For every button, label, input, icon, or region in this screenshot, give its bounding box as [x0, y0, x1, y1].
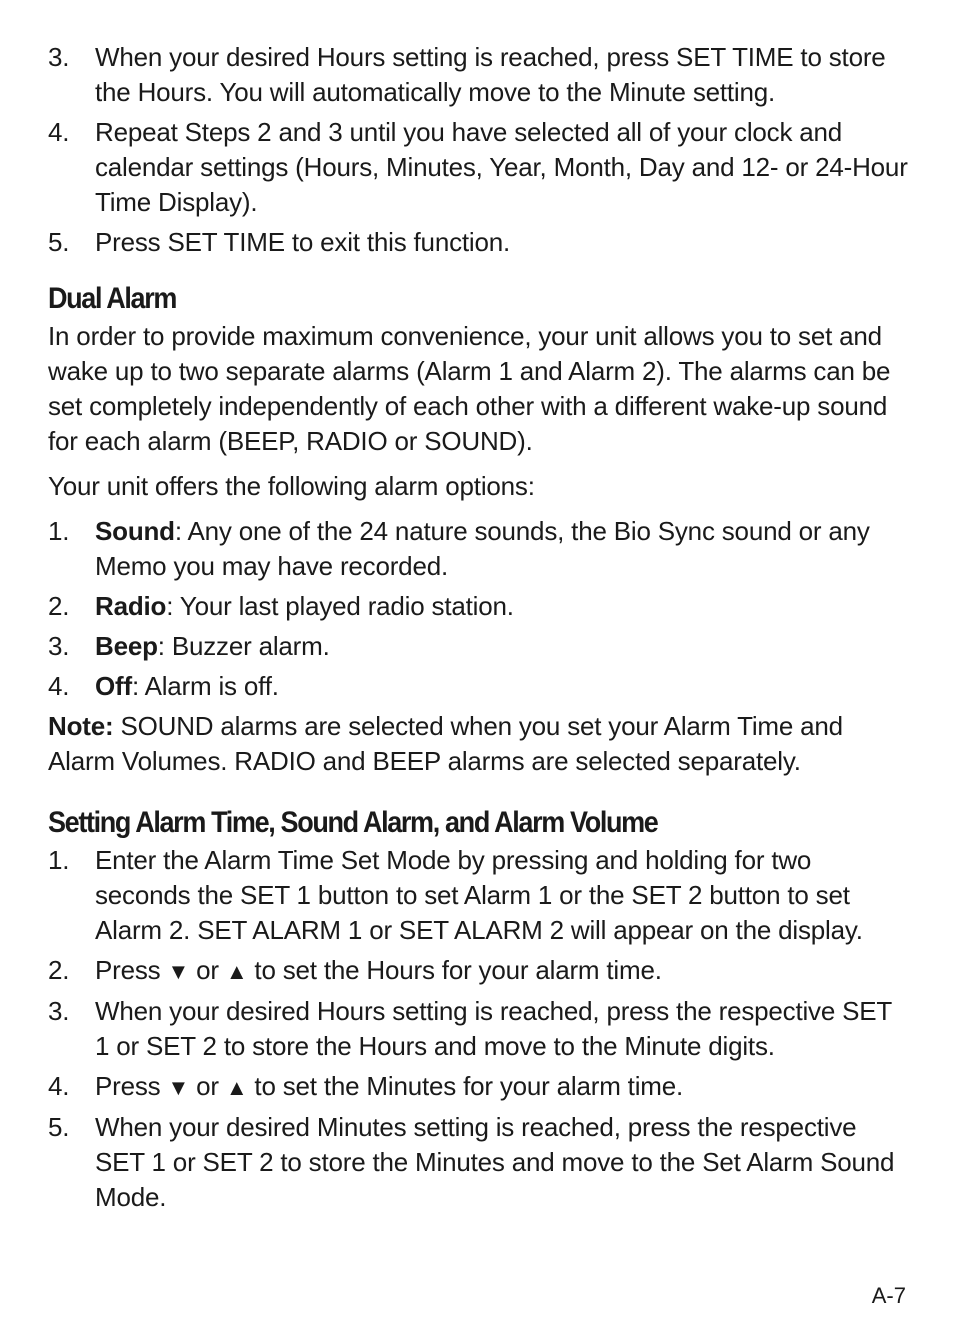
option-desc: : Buzzer alarm. [157, 631, 330, 661]
step-number: 4. [48, 117, 70, 147]
page-number: A-7 [871, 1283, 906, 1308]
note-paragraph [48, 709, 908, 779]
clock-setting-steps [48, 40, 908, 260]
step-number: 3. [48, 42, 70, 72]
dual-alarm-intro: In order to provide maximum convenience, your unit allows you to set and wake up to two separate alarms (Alarm 1 and Alarm 2). The alarms can be set completely independently of each other with a different wake-up sound for each alarm (BEEP, RADIO or SOUND). [48, 321, 891, 456]
down-arrow-icon: ▼ [167, 1075, 190, 1100]
option-desc: : Any one of the 24 nature sounds, the Bio Sync sound or any Memo you may have recorded. [95, 516, 870, 581]
manual-page [48, 40, 908, 1220]
dual-alarm-heading: Dual Alarm [48, 282, 177, 315]
alarm-options-intro: Your unit offers the following alarm options: [48, 471, 535, 501]
option-name: Sound [95, 516, 175, 546]
setting-alarm-steps [48, 843, 908, 1215]
list-item [48, 669, 908, 704]
list-item [48, 589, 908, 624]
up-arrow-icon: ▲ [225, 959, 248, 984]
option-number: 2. [48, 591, 70, 621]
note-text: SOUND alarms are selected when you set your Alarm Time and Alarm Volumes. RADIO and BEEP alarms are selected separately. [48, 711, 843, 776]
step-text: Repeat Steps 2 and 3 until you have selected all of your clock and calendar settings (Hours, Minutes, Year, Month, Day and 12- or 24-Hour Time Display). [95, 117, 908, 217]
step-text: When your desired Hours setting is reached, press the respective SET 1 or SET 2 to store the Hours and move to the Minute digits. [95, 996, 892, 1061]
option-name: Beep [95, 631, 158, 661]
option-number: 4. [48, 671, 70, 701]
list-item [48, 994, 908, 1064]
list-item: 2. Press ▼ or ▲ to set the Hours for your alarm time. [48, 953, 908, 989]
list-item [48, 629, 908, 664]
step-number: 2. [48, 955, 70, 985]
step-number: 3. [48, 996, 70, 1026]
step-text: Enter the Alarm Time Set Mode by pressing and holding for two seconds the SET 1 button to set Alarm 1 or the SET 2 button to set Alarm 2. SET ALARM 1 or SET ALARM 2 will appear on the display. [95, 845, 863, 945]
list-item [48, 115, 908, 220]
list-item [48, 40, 908, 110]
option-number: 3. [48, 631, 70, 661]
option-number: 1. [48, 516, 70, 546]
list-item [48, 225, 908, 260]
option-name: Off [95, 671, 132, 701]
option-desc: : Alarm is off. [131, 671, 279, 701]
step-text: When your desired Hours setting is reached, press SET TIME to store the Hours. You will automatically move to the Minute setting. [95, 42, 886, 107]
list-item: 4. Press ▼ or ▲ to set the Minutes for your alarm time. [48, 1069, 908, 1105]
step-text: When your desired Minutes setting is reached, press the respective SET 1 or SET 2 to store the Minutes and move to the Set Alarm Sound Mode. [95, 1112, 895, 1212]
list-item [48, 1110, 908, 1215]
up-arrow-icon: ▲ [225, 1075, 248, 1100]
step-number: 1. [48, 845, 70, 875]
step-text: Press SET TIME to exit this function. [95, 227, 511, 257]
step-number: 5. [48, 227, 70, 257]
list-item [48, 843, 908, 948]
down-arrow-icon: ▼ [167, 959, 190, 984]
step-number: 5. [48, 1112, 70, 1142]
option-name: Radio [95, 591, 167, 621]
list-item [48, 514, 908, 584]
step-number: 4. [48, 1071, 70, 1101]
option-desc: : Your last played radio station. [166, 591, 514, 621]
alarm-options-list [48, 514, 908, 704]
note-label: Note: [48, 711, 114, 741]
setting-alarm-heading: Setting Alarm Time, Sound Alarm, and Alarm Volume [48, 806, 658, 839]
